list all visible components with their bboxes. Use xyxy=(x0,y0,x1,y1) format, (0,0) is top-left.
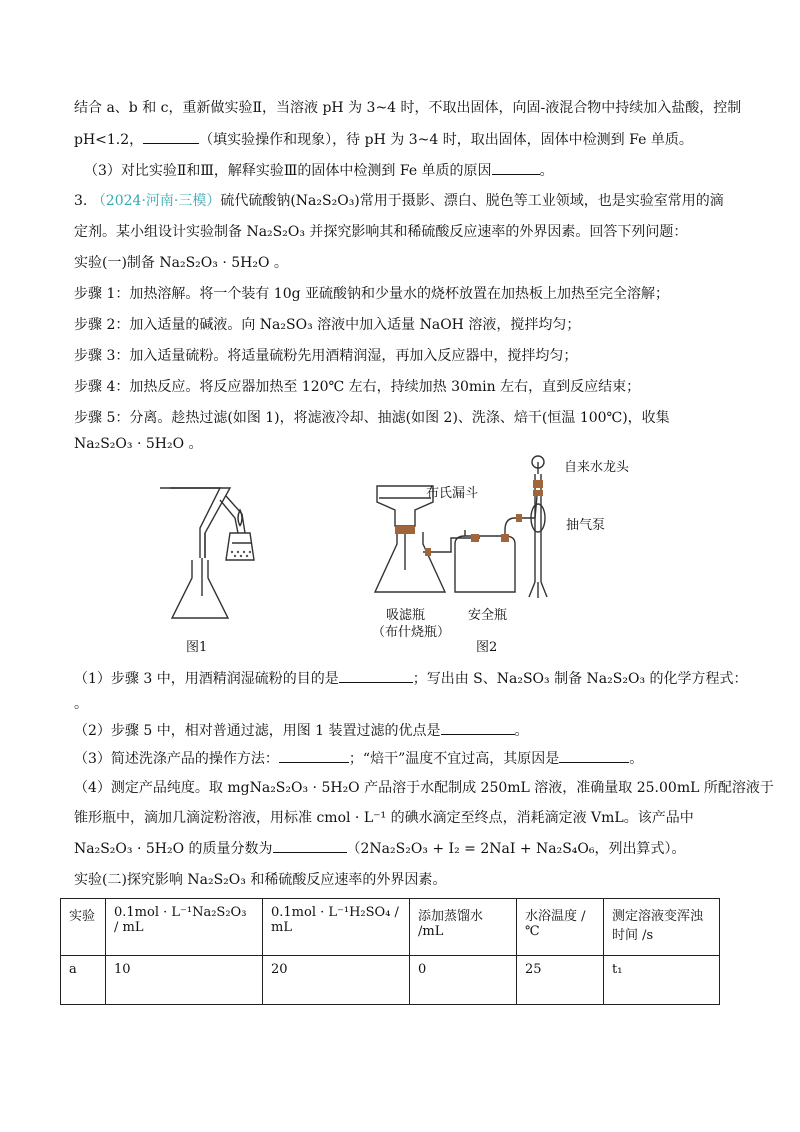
figure-2-caption: 图2 xyxy=(476,640,498,655)
paragraph-line: pH<1.2， （填实验操作和现象），待 pH 为 3~4 时，取出固体，固体中检测到 Fe 单质。 xyxy=(74,129,734,150)
table-cell: a xyxy=(61,956,106,1005)
question-1: （1）步骤 3 中，用酒精润湿硫粉的目的是 ；写出由 S、Na₂SO₃ 制备 Na₂S₂O₃ 的化学方程式： xyxy=(74,668,734,689)
answer-blank[interactable] xyxy=(441,720,515,735)
table-header-cell: 测定溶液变浑浊时间 /s xyxy=(604,899,720,956)
table-cell: 20 xyxy=(263,956,410,1005)
question-4-line2: 锥形瓶中，滴加几滴淀粉溶液，用标准 cmol · L⁻¹ 的碘水滴定至终点，消耗滴定液 VmL。该产品中 xyxy=(74,810,694,826)
table-cell: t₁ xyxy=(604,956,720,1005)
experiment-table xyxy=(60,898,720,1005)
answer-blank[interactable] xyxy=(339,668,413,683)
table-header-cell: 水浴温度 /℃ xyxy=(517,899,604,956)
step-line: Na₂S₂O₃ · 5H₂O 。 xyxy=(74,436,203,452)
step-line: 步骤 5：分离。趁热过滤(如图 1)，将滤液冷却、抽滤(如图 2)、洗涤、焙干(恒温 100℃)，收集 xyxy=(74,410,670,426)
paragraph-line: （3）对比实验Ⅱ和Ⅲ，解释实验Ⅲ的固体中检测到 Fe 单质的原因 。 xyxy=(84,160,744,181)
figure-1-caption: 图1 xyxy=(186,640,208,655)
answer-blank[interactable] xyxy=(559,748,629,763)
label-safety-bottle: 安全瓶 xyxy=(468,608,508,623)
table-cell: 10 xyxy=(106,956,263,1005)
label-suction-flask: 吸滤瓶 xyxy=(386,608,426,623)
table-header-cell: 0.1mol · L⁻¹H₂SO₄ / mL xyxy=(263,899,410,956)
question-source: （2024·河南·三模） xyxy=(91,193,221,209)
label-buchner-funnel: 布氏漏斗 xyxy=(426,486,479,501)
section-title: 实验(二)探究影响 Na₂S₂O₃ 和稀硫酸反应速率的外界因素。 xyxy=(74,872,447,888)
step-line: 步骤 2：加入适量的碱液。向 Na₂SO₃ 溶液中加入适量 NaOH 溶液，搅拌均匀； xyxy=(74,317,581,333)
table-row xyxy=(61,956,720,1005)
question-4-line3: Na₂S₂O₃ · 5H₂O 的质量分数为 （2Na₂S₂O₃ + I₂ = 2NaI + Na₂S₄O₆，列出算式）。 xyxy=(74,838,734,859)
table-cell: 0 xyxy=(410,956,517,1005)
answer-blank[interactable] xyxy=(492,160,540,175)
label-suction-flask-alt: （布什烧瓶） xyxy=(372,625,451,640)
figure-1-hot-filtration xyxy=(150,478,260,628)
question-3: （3）简述洗涤产品的操作方法： ；“焙干”温度不宜过高，其原因是 。 xyxy=(74,748,734,769)
section-title: 实验(一)制备 Na₂S₂O₃ · 5H₂O 。 xyxy=(74,255,288,271)
table-header-cell: 添加蒸馏水 /mL xyxy=(410,899,517,956)
question-4: （4）测定产品纯度。取 mgNa₂S₂O₃ · 5H₂O 产品溶于水配制成 250mL 溶液，准确量取 25.00mL 所配溶液于 xyxy=(74,780,774,796)
answer-blank[interactable] xyxy=(273,838,347,853)
table-header-cell: 0.1mol · L⁻¹Na₂S₂O₃ / mL xyxy=(106,899,263,956)
step-line: 步骤 4：加热反应。将反应器加热至 120℃ 左右，持续加热 30min 左右，直到反应结束； xyxy=(74,379,641,395)
answer-blank[interactable] xyxy=(143,129,199,144)
label-tap: 自来水龙头 xyxy=(564,460,630,475)
answer-blank[interactable] xyxy=(279,748,349,763)
step-line: 步骤 3：加入适量硫粉。将适量硫粉先用酒精润湿，再加入反应器中，搅拌均匀； xyxy=(74,348,578,364)
table-cell: 25 xyxy=(517,956,604,1005)
step-line: 步骤 1：加热溶解。将一个装有 10g 亚硫酸钠和少量水的烧杯放置在加热板上加热至完全溶解； xyxy=(74,286,670,302)
paragraph-line: 结合 a、b 和 c，重新做实验Ⅱ，当溶液 pH 为 3~4 时，不取出固体，向固-液混合物中持续加入盐酸，控制 xyxy=(74,100,742,116)
question-header: 3. （2024·河南·三模）硫代硫酸钠(Na₂S₂O₃)常用于摄影、漂白、脱色等工业领域，也是实验室常用的滴 xyxy=(74,193,724,209)
paragraph-line: 定剂。某小组设计实验制备 Na₂S₂O₃ 并探究影响其和稀硫酸反应速率的外界因素。回答下列问题： xyxy=(74,224,688,240)
table-header-cell: 实验 xyxy=(61,899,106,956)
label-pump: 抽气泵 xyxy=(566,518,606,533)
question-1-end: 。 xyxy=(74,696,88,712)
question-2: （2）步骤 5 中，相对普通过滤，用图 1 装置过滤的优点是 。 xyxy=(74,720,734,741)
